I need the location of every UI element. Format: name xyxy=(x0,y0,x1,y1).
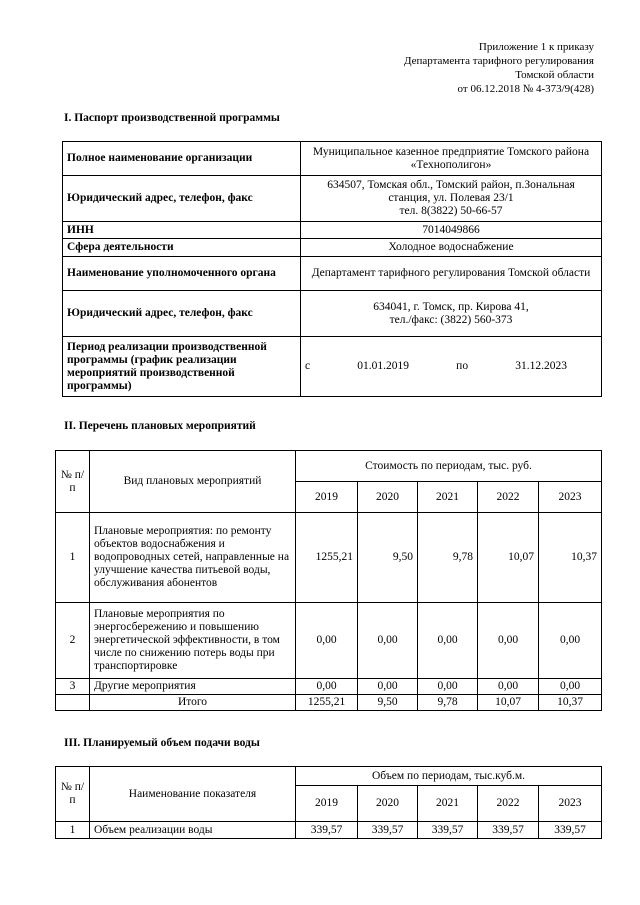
year-header: 2020 xyxy=(358,786,418,822)
field-label: Юридический адрес, телефон, факс xyxy=(63,291,301,337)
year-header: 2023 xyxy=(539,482,602,513)
cell-value: 0,00 xyxy=(478,679,539,695)
table-row xyxy=(56,822,602,839)
field-value xyxy=(301,291,602,337)
row-num: 2 xyxy=(56,603,90,679)
address-line: 634507, Томская обл., Томский район, п.Зональная станция, ул. Полевая 23/1 xyxy=(327,179,575,204)
cell-value: 0,00 xyxy=(478,603,539,679)
cell-value: 0,00 xyxy=(358,679,418,695)
field-label: Наименование уполномоченного органа xyxy=(63,257,301,291)
period-from-label: с xyxy=(305,360,311,372)
phone-line: тел./факс: (3822) 560-373 xyxy=(389,313,513,326)
row-name: Объем реализации воды xyxy=(90,822,296,839)
section-3-title: III. Планируемый объем подачи воды xyxy=(64,737,260,749)
field-label: Период реализации производственной программы (график реализации мероприятий производственной программы) xyxy=(63,337,301,397)
year-header: 2022 xyxy=(478,482,539,513)
year-header: 2021 xyxy=(418,786,478,822)
field-value: Муниципальное казенное предприятие Томского района «Технополигон» xyxy=(301,142,602,176)
header-line: от 06.12.2018 № 4-373/9(428) xyxy=(457,83,594,95)
year-header: 2022 xyxy=(478,786,539,822)
table-row xyxy=(56,603,602,679)
order-appendix-header xyxy=(404,40,594,96)
header-line: Томской области xyxy=(515,69,594,81)
cell-value: 339,57 xyxy=(478,822,539,839)
field-value: 7014049866 xyxy=(301,222,602,239)
row-num: 1 xyxy=(56,513,90,603)
cell-value: 10,07 xyxy=(478,513,539,603)
cell-value: 339,57 xyxy=(358,822,418,839)
section-2-title: II. Перечень плановых мероприятий xyxy=(64,420,256,432)
cell-value: 0,00 xyxy=(539,603,602,679)
cell-value: 9,78 xyxy=(418,513,478,603)
row-num: 1 xyxy=(56,822,90,839)
table-row xyxy=(63,222,602,239)
col-header-volume: Объем по периодам, тыс.куб.м. xyxy=(296,767,602,786)
table-row xyxy=(63,291,602,337)
period-to-label: по xyxy=(456,360,469,372)
field-label: Полное наименование организации xyxy=(63,142,301,176)
year-header: 2021 xyxy=(418,482,478,513)
table-row xyxy=(63,176,602,222)
col-header-num: № п/п xyxy=(56,451,90,513)
year-header: 2020 xyxy=(358,482,418,513)
col-header-name: Вид плановых мероприятий xyxy=(90,451,296,513)
cell-value: 10,37 xyxy=(539,513,602,603)
table-row xyxy=(56,679,602,695)
period-to-date: 31.12.2023 xyxy=(515,360,567,372)
period-from-date: 01.01.2019 xyxy=(357,360,410,372)
total-num-cell xyxy=(56,695,90,711)
table-header-row xyxy=(56,767,602,786)
table-row xyxy=(63,142,602,176)
col-header-cost: Стоимость по периодам, тыс. руб. xyxy=(296,451,602,482)
phone-line: тел. 8(3822) 50-66-57 xyxy=(399,205,503,217)
planned-measures-table xyxy=(55,450,602,711)
row-name: Плановые мероприятия: по ремонту объектов водоснабжения и водопроводных сетей, направленные на улучшение качества питьевой воды, обслуживания абонентов xyxy=(90,513,296,603)
cell-value: 0,00 xyxy=(418,603,478,679)
header-line: Приложение 1 к приказу xyxy=(478,41,594,53)
program-passport-table xyxy=(62,141,602,397)
water-supply-volume-table xyxy=(55,766,602,839)
cell-value: 339,57 xyxy=(296,822,358,839)
cell-value: 9,50 xyxy=(358,513,418,603)
row-num: 3 xyxy=(56,679,90,695)
year-header: 2023 xyxy=(539,786,602,822)
table-header-row xyxy=(56,451,602,482)
cell-value: 339,57 xyxy=(418,822,478,839)
table-row xyxy=(63,337,602,397)
col-header-num: № п/п xyxy=(56,767,90,822)
header-line: Департамента тарифного регулирования xyxy=(403,55,594,67)
total-value: 1255,21 xyxy=(296,695,358,711)
col-header-name: Наименование показателя xyxy=(90,767,296,822)
field-value xyxy=(301,176,602,222)
cell-value: 0,00 xyxy=(358,603,418,679)
field-label: Юридический адрес, телефон, факс xyxy=(63,176,301,222)
year-header: 2019 xyxy=(296,482,358,513)
field-value: Холодное водоснабжение xyxy=(301,239,602,257)
address-line: 634041, г. Томск, пр. Кирова 41, xyxy=(373,300,529,313)
year-header: 2019 xyxy=(296,786,358,822)
table-row xyxy=(63,239,602,257)
cell-value: 0,00 xyxy=(296,603,358,679)
total-label: Итого xyxy=(90,695,296,711)
cell-value: 0,00 xyxy=(539,679,602,695)
table-total-row xyxy=(56,695,602,711)
total-value: 9,78 xyxy=(418,695,478,711)
table-row xyxy=(56,513,602,603)
period-value xyxy=(301,337,602,397)
total-value: 10,07 xyxy=(478,695,539,711)
row-name: Другие мероприятия xyxy=(90,679,296,695)
cell-value: 339,57 xyxy=(539,822,602,839)
field-label: ИНН xyxy=(63,222,301,239)
cell-value: 1255,21 xyxy=(296,513,358,603)
field-label: Сфера деятельности xyxy=(63,239,301,257)
total-value: 10,37 xyxy=(539,695,602,711)
field-value: Департамент тарифного регулирования Томской области xyxy=(301,257,602,291)
total-value: 9,50 xyxy=(358,695,418,711)
cell-value: 0,00 xyxy=(296,679,358,695)
table-row xyxy=(63,257,602,291)
row-name: Плановые мероприятия по энергосбережению и повышению энергетической эффективности, в том числе по снижению потерь воды при транспортировке xyxy=(90,603,296,679)
section-1-title: I. Паспорт производственной программы xyxy=(64,112,280,124)
cell-value: 0,00 xyxy=(418,679,478,695)
